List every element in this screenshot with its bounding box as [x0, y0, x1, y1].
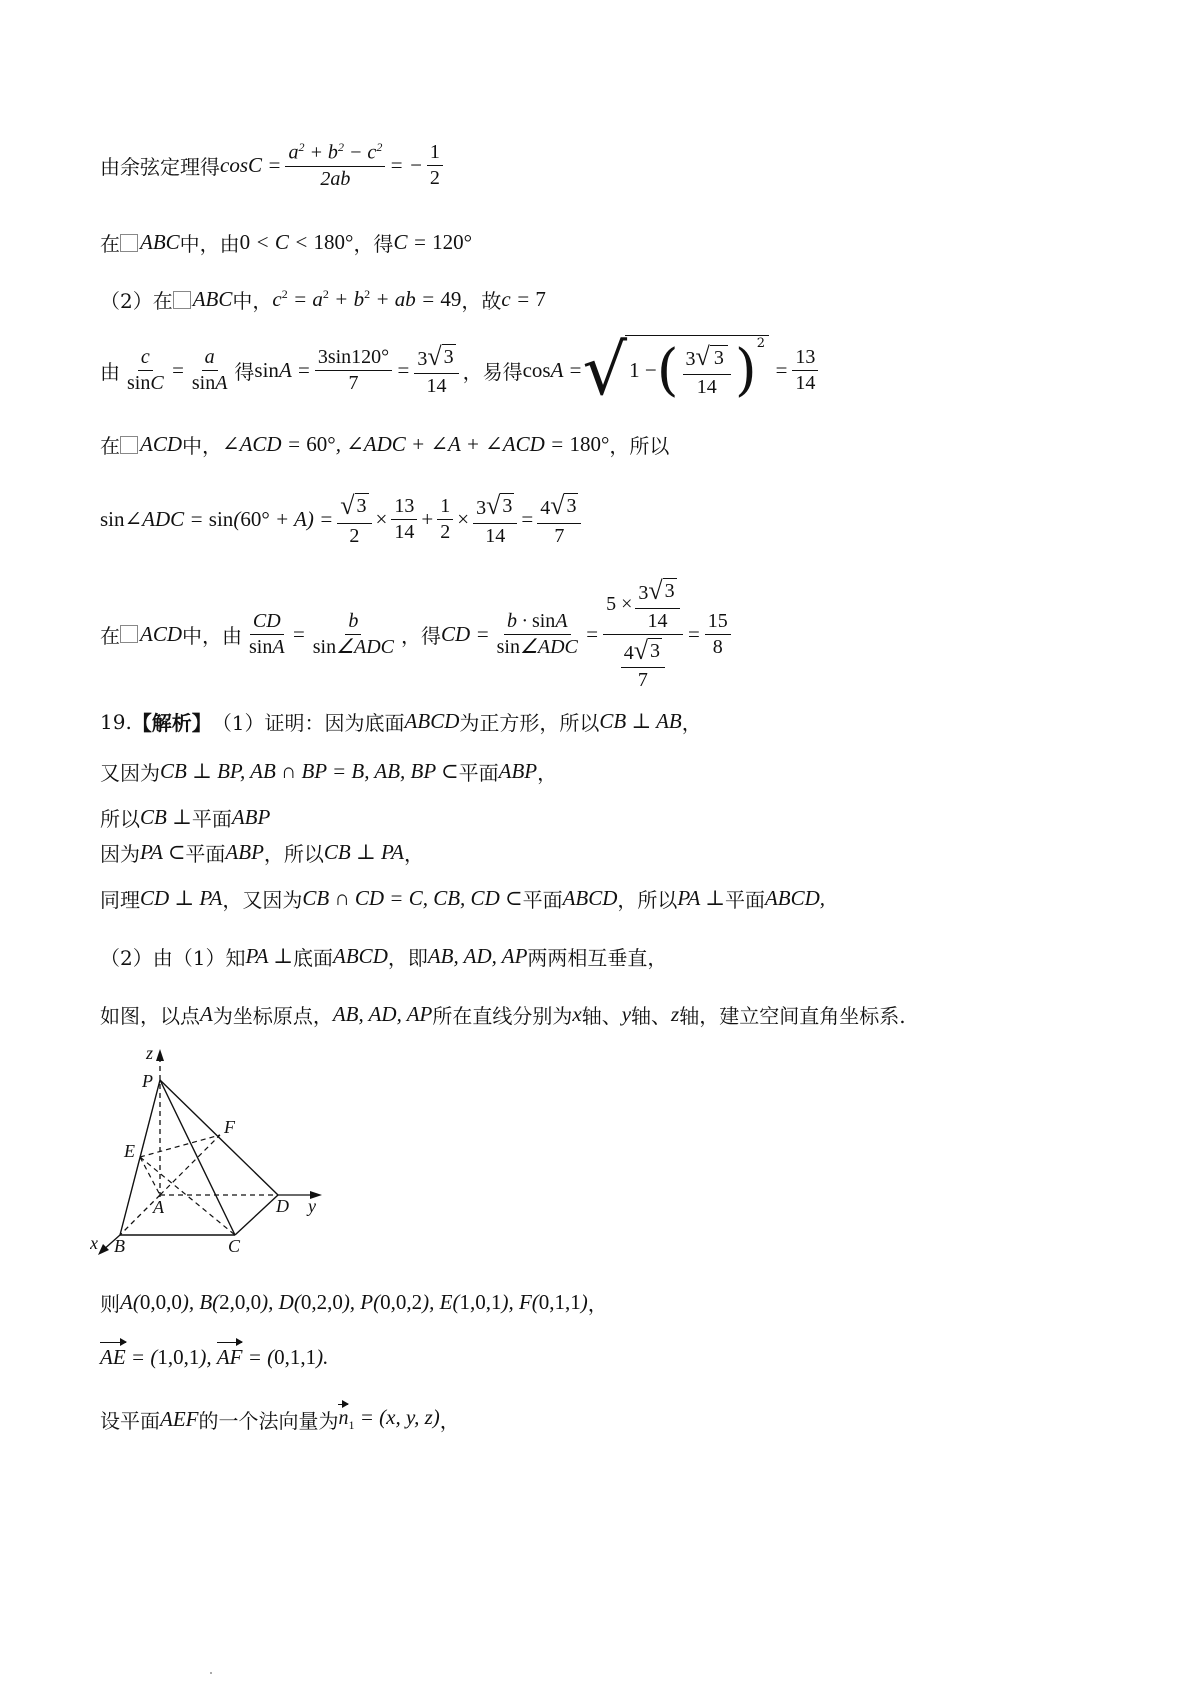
line-q19-part2: （2）由（1）知 PA ⊥ 底面 ABCD ，即 AB, AD, AP 两两相互垂直， [100, 944, 668, 970]
label-P: P [142, 1071, 153, 1091]
label-x: x [90, 1233, 98, 1253]
text-cosine-prefix: 由余弦定理得 [100, 155, 220, 180]
line-q19: 19. 【解析】 （1）证明：因为底面 ABCD 为正方形，所以 CB ⊥ AB ， [100, 709, 702, 735]
line-q19-2: 又因为 CB ⊥ BP, AB ∩ BP = B, AB, BP ⊂ 平面 ABP ， [100, 759, 558, 785]
line-q19-4: 因为 PA ⊂ 平面 ABP ，所以 CB ⊥ PA ， [100, 840, 424, 866]
line-vectors: AE = (1,0,1), AF = (0,1,1). [100, 1345, 329, 1369]
triangle-symbol [120, 436, 138, 454]
line-sine-rule: 由 $\frac{c}{\sin C}$ = $\frac{a}{\sin A}$ 得 sinA = $\frac{3\sin 120^\circ}{7}$ = 3 √ 3 14 ，易得 cosA = √ 1 − ( 3 √ 3 14 ) $^2$ = $\frac{13}{14}$ [100, 335, 822, 405]
line-sin-adc: sin∠ADC = sin(60° + A) = √ 3 2 × $\frac{13}{14}$ + $\frac{1}{2}$ × 3 √ 3 14 = 4 √ 3 7 [100, 490, 585, 549]
pyramid-figure [90, 1045, 350, 1260]
triangle-symbol [173, 291, 191, 309]
label-E: E [124, 1141, 135, 1161]
label-F: F [224, 1117, 235, 1137]
line-points: 则 A(0,0,0), B(2,0,0), D(0,2,0), P(0,0,2), E(1,0,1), F(0,1,1) ， [100, 1290, 608, 1316]
line-acd: 在 ACD 中， ∠ACD = 60°, ∠ADC + ∠A + ∠ACD = 180° ，所以 [100, 432, 670, 458]
label-y: y [308, 1196, 316, 1216]
label-C: C [228, 1236, 241, 1256]
page-speck [210, 1672, 212, 1674]
line-part2-c: （2）在 ABC 中， $c^2 = a^2 + b^2$ + ab = 49 ，故 c = 7 [100, 287, 546, 313]
line-angle-c: 在 ABC 中，由 0 < C < 180° ，得 C = 120° [100, 230, 473, 256]
line-cd: 在 ACD 中，由 $\frac{CD}{\sin A}$ = $\frac{b}{\text{sin∠ADC}}$ ，得 CD = $\frac{b \cdot \sin A}{\text{sin∠ADC}}$ = 5 × 3 √ 3 14 4 √ 3 7 = $\frac{15}{8}$ [100, 575, 735, 693]
label-z: z [146, 1045, 154, 1063]
sqrt-cosA: √ 1 − ( 3 √ 3 14 ) $^2$ [582, 335, 768, 405]
fraction-cosine: $\frac{a^2 + b^2 - c^2}{2ab}$ [285, 140, 385, 192]
line-q19-3: 所以 CB ⊥ 平面 ABP [100, 805, 271, 831]
line-q19-coords: 如图，以点 A 为坐标原点， AB, AD, AP 所在直线分别为 x 轴、 y 轴、 z 轴，建立空间直角坐标系. [100, 1002, 906, 1028]
triangle-symbol [120, 625, 138, 643]
line-normal: 设平面 AEF 的一个法向量为 $n_1 = (x$, y, z) ， [100, 1405, 460, 1433]
label-A: A [153, 1197, 164, 1217]
label-D: D [276, 1196, 289, 1216]
triangle-symbol [120, 234, 138, 252]
label-B: B [114, 1236, 125, 1256]
line-q19-5: 同理 CD ⊥ PA ，又因为 CB ∩ CD = C, CB, CD ⊂ 平面 ABCD ，所以 PA ⊥ 平面 ABCD, [100, 886, 826, 912]
line-cosine-rule: 由余弦定理得 cosC = $\frac{a^2 + b^2 - c^2}{2ab}$ = − $\frac{1}{2}$ [100, 140, 447, 192]
